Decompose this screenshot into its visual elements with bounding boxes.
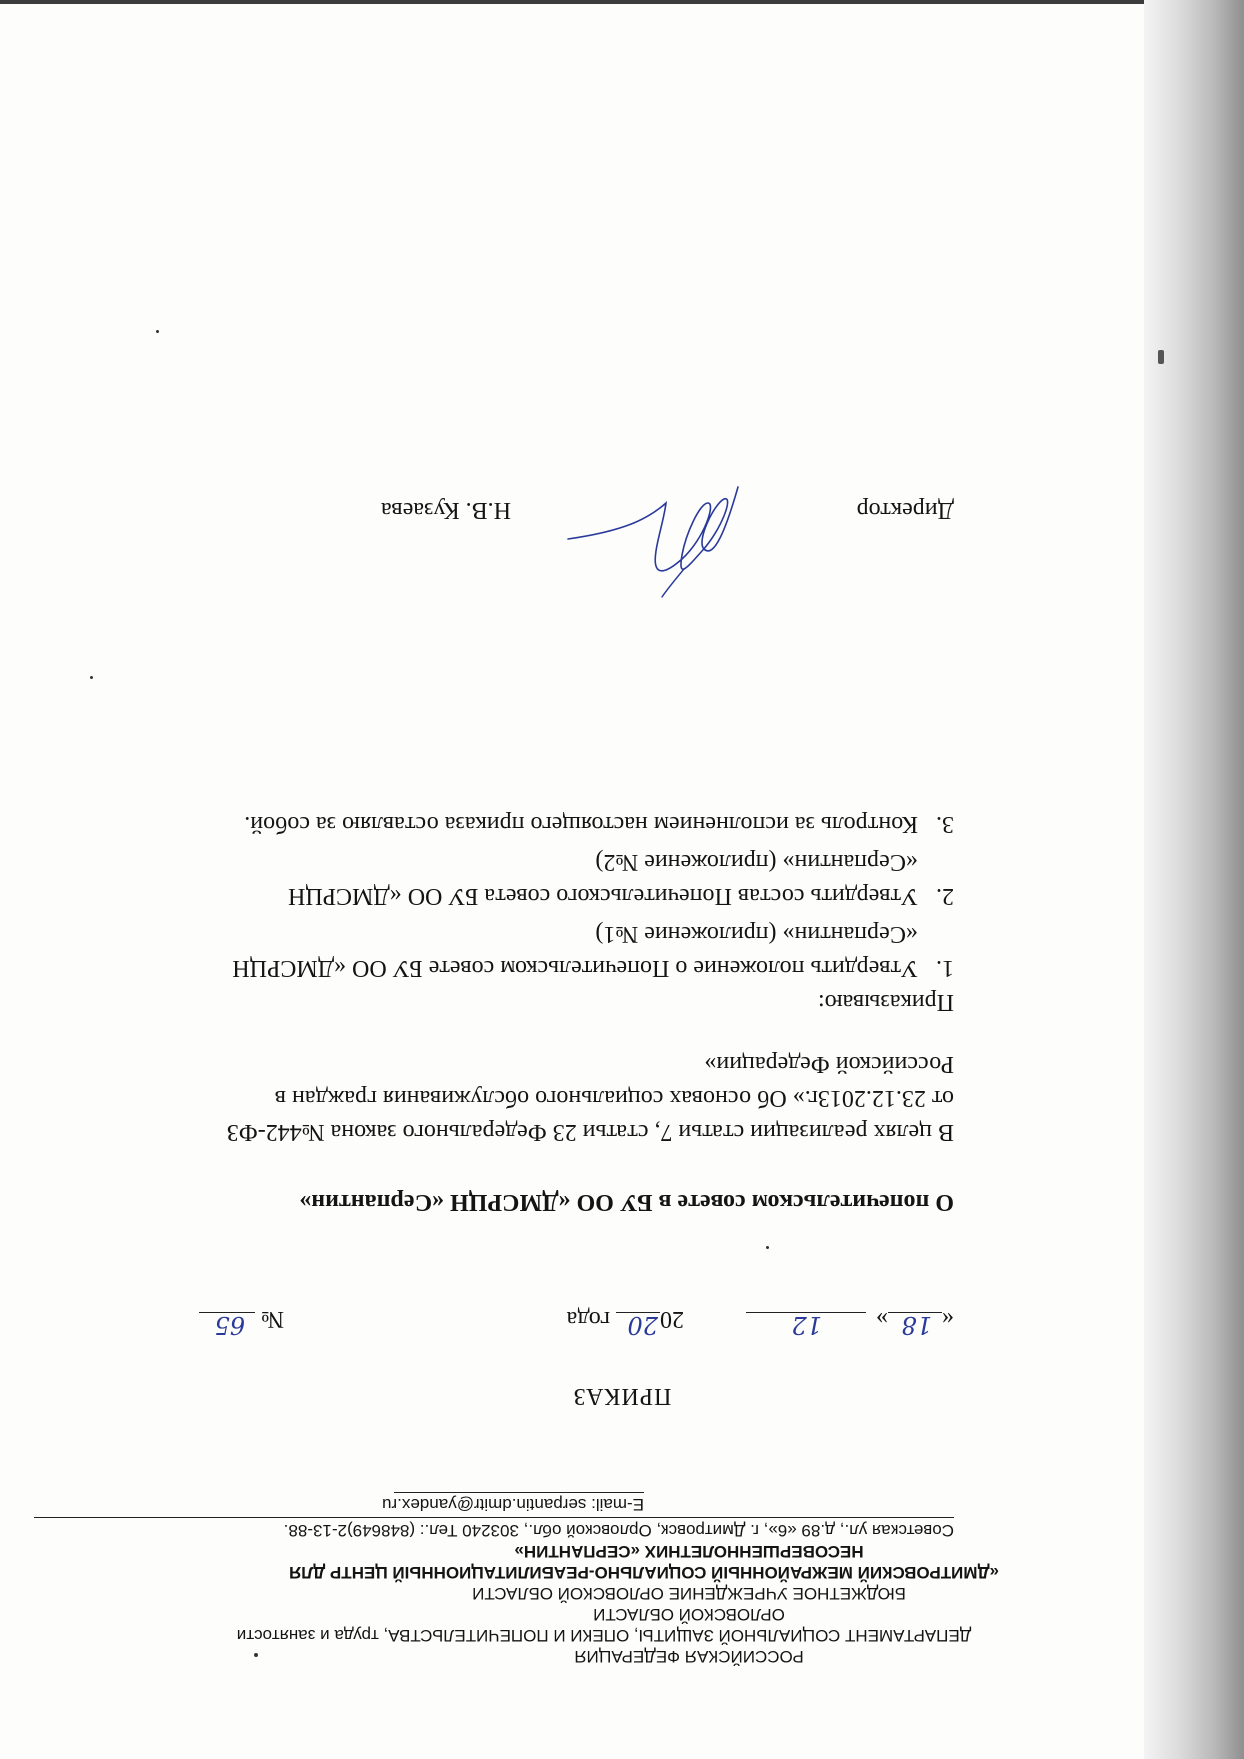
letterhead-email: E-mail: serpantin.dmitr@yandex.ru [382, 1495, 644, 1514]
letterhead-institution-name-line2: НЕСОВЕРШЕННОЛЕТНИХ «СЕРПАНТИН» [514, 1542, 864, 1561]
number-blank [199, 1311, 255, 1339]
number-label: № [261, 1306, 284, 1332]
handwritten-signature [564, 469, 744, 599]
date-open-quote: « [942, 1306, 954, 1332]
preamble-line1: В целях реализации статьи 7, статьи 23 Федерального закона №442-ФЗ [226, 1119, 954, 1145]
scan-speck [254, 1653, 258, 1657]
scan-speck [766, 1246, 769, 1249]
item-1-line2: «Серпантин» (приложение №1) [595, 921, 918, 947]
letterhead-country: РОССИЙСКАЯ ФЕДЕРАЦИЯ [574, 1647, 804, 1666]
order-items-list [54, 745, 954, 985]
number-handwritten: 65 [214, 1311, 246, 1339]
year-handwritten: 20 [627, 1311, 658, 1339]
letterhead-department-line2: ОРЛОВСКОЙ ОБЛАСТИ [593, 1605, 785, 1624]
day-blank [888, 1311, 942, 1339]
year-prefix: 20 [660, 1306, 684, 1332]
item-2-line1: Утвердить состав Попечительского совета БУ ОО «ДМСРЦН [288, 883, 918, 909]
scan-mark [1158, 350, 1164, 364]
scan-speck [90, 676, 93, 679]
item-1-line1: Утвердить положение о Попечительском совете БУ ОО «ДМСРЦН [232, 955, 918, 981]
day-handwritten: 18 [901, 1311, 932, 1339]
year-blank [616, 1311, 660, 1339]
letterhead-address: Советская ул., д.89 «6», г. Дмитровск, Орловской обл., 303240 Тел.: (848649)2-13-88. [283, 1521, 954, 1540]
email-underline [394, 1492, 644, 1493]
item-3-number: 3. [936, 811, 954, 837]
item-2-number: 2. [936, 883, 954, 909]
year-word: года [566, 1306, 610, 1332]
letterhead-institution-type: БЮДЖЕТНОЕ УЧРЕЖДЕНИЕ ОРЛОВСКОЙ ОБЛАСТИ [472, 1584, 906, 1603]
month-handwritten: 12 [791, 1311, 822, 1339]
item-1-number: 1. [936, 955, 954, 981]
month-blank [746, 1311, 866, 1339]
date-close-quote: » [876, 1306, 888, 1332]
item-3-line1: Контроль за исполнением настоящего приказа оставляю за собой. [244, 811, 918, 837]
letterhead-institution-name-line1: «ДМИТРОВСКИЙ МЕЖРАЙОННЫЙ СОЦИАЛЬНО-РЕАБИЛИТАЦИОННЫЙ ЦЕНТР ДЛЯ [288, 1563, 1000, 1582]
order-date-year [566, 1305, 684, 1339]
order-title: ПРИКАЗ [572, 1383, 672, 1409]
order-subject: О попечительском совете в БУ ОО «ДМСРЦН «Серпантин» [299, 1189, 954, 1215]
letterhead-department-line1: ДЕПАРТАМЕНТ СОЦИАЛЬНОЙ ЗАЩИТЫ, ОПЕКИ И ПОПЕЧИТЕЛЬСТВА, труда и занятости [236, 1626, 972, 1645]
scan-speck [156, 330, 159, 333]
preamble-line2: от 23.12.2013г.» Об основах социального обслуживания граждан в [274, 1085, 954, 1111]
preamble-line3: Российской Федерации» [704, 1051, 954, 1077]
order-word: Приказываю: [818, 989, 954, 1015]
item-2-line2: «Серпантин» (приложение №2) [595, 849, 918, 875]
signatory-name: Н.В. Кузаева [381, 497, 511, 523]
order-date-day [746, 1305, 954, 1339]
letterhead-divider [34, 1517, 954, 1518]
signatory-position: Директор [856, 497, 954, 523]
order-number [199, 1305, 284, 1339]
